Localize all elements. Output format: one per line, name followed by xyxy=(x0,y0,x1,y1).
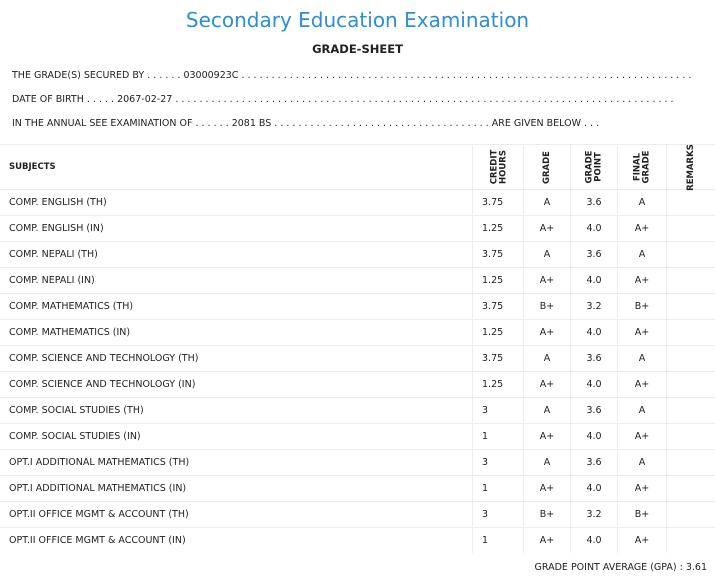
remarks-cell xyxy=(667,294,715,320)
grade-cell: A xyxy=(524,398,571,424)
final-grade-cell: A xyxy=(618,190,667,216)
remarks-cell xyxy=(667,346,715,372)
final-grade-cell: B+ xyxy=(618,294,667,320)
grade-cell: A+ xyxy=(524,476,571,502)
credit-hours-cell: 1.25 xyxy=(473,320,524,346)
header-remarks: REMARKS xyxy=(667,145,715,190)
remarks-cell xyxy=(667,190,715,216)
subject-cell: COMP. NEPALI (IN) xyxy=(0,268,473,294)
grade-cell: A xyxy=(524,242,571,268)
remarks-cell xyxy=(667,268,715,294)
final-grade-cell: A+ xyxy=(618,528,667,554)
final-grade-cell: A xyxy=(618,242,667,268)
remarks-cell xyxy=(667,450,715,476)
grade-point-cell: 3.6 xyxy=(571,398,618,424)
credit-hours-cell: 3 xyxy=(473,450,524,476)
grade-point-cell: 3.2 xyxy=(571,294,618,320)
remarks-cell xyxy=(667,216,715,242)
table-row xyxy=(0,372,715,398)
credit-hours-cell: 3.75 xyxy=(473,190,524,216)
final-grade-cell: A xyxy=(618,346,667,372)
final-grade-cell: A+ xyxy=(618,372,667,398)
grade-point-cell: 4.0 xyxy=(571,216,618,242)
info-secured-by: THE GRADE(S) SECURED BY . . . . . . 03000923C . . . . . . . . . . . . . . . . . . . . . . . . . . . . . . . . . . . . . . . . . . . . . . . . . . . . . . . . . . . . . . . . . . . . . . . . . . . xyxy=(12,70,692,81)
final-grade-cell: A+ xyxy=(618,424,667,450)
remarks-cell xyxy=(667,372,715,398)
grade-point-cell: 4.0 xyxy=(571,424,618,450)
final-grade-cell: A xyxy=(618,398,667,424)
table-row xyxy=(0,320,715,346)
grade-cell: A+ xyxy=(524,528,571,554)
final-grade-cell: A+ xyxy=(618,320,667,346)
page-title: Secondary Education Examination xyxy=(185,8,530,32)
subject-cell: COMP. SOCIAL STUDIES (IN) xyxy=(0,424,473,450)
credit-hours-cell: 1.25 xyxy=(473,216,524,242)
table-row xyxy=(0,294,715,320)
header-subjects: SUBJECTS xyxy=(0,145,473,190)
remarks-cell xyxy=(667,242,715,268)
final-grade-cell: A+ xyxy=(618,216,667,242)
table-row xyxy=(0,450,715,476)
subject-cell: COMP. SCIENCE AND TECHNOLOGY (IN) xyxy=(0,372,473,398)
subject-cell: COMP. ENGLISH (IN) xyxy=(0,216,473,242)
table-row xyxy=(0,528,715,554)
grade-cell: B+ xyxy=(524,294,571,320)
grade-cell: A+ xyxy=(524,424,571,450)
credit-hours-cell: 1 xyxy=(473,424,524,450)
remarks-cell xyxy=(667,476,715,502)
credit-hours-cell: 3.75 xyxy=(473,242,524,268)
grade-cell: A+ xyxy=(524,216,571,242)
grade-point-cell: 4.0 xyxy=(571,268,618,294)
table-header-row xyxy=(0,145,715,190)
subject-cell: OPT.II OFFICE MGMT & ACCOUNT (TH) xyxy=(0,502,473,528)
subject-cell: COMP. ENGLISH (TH) xyxy=(0,190,473,216)
final-grade-cell: B+ xyxy=(618,502,667,528)
header-final-grade: FINAL GRADE xyxy=(618,145,667,190)
remarks-cell xyxy=(667,398,715,424)
grade-cell: A xyxy=(524,190,571,216)
final-grade-cell: A+ xyxy=(618,268,667,294)
grade-point-cell: 3.6 xyxy=(571,450,618,476)
subject-cell: OPT.I ADDITIONAL MATHEMATICS (TH) xyxy=(0,450,473,476)
header-grade-point: GRADE POINT xyxy=(571,145,618,190)
remarks-cell xyxy=(667,320,715,346)
grade-point-cell: 3.6 xyxy=(571,190,618,216)
final-grade-cell: A+ xyxy=(618,476,667,502)
subject-cell: COMP. MATHEMATICS (TH) xyxy=(0,294,473,320)
header-grade: GRADE xyxy=(524,145,571,190)
grade-point-cell: 3.6 xyxy=(571,346,618,372)
page-subtitle: GRADE-SHEET xyxy=(312,42,403,56)
credit-hours-cell: 3 xyxy=(473,502,524,528)
grade-cell: A+ xyxy=(524,372,571,398)
subject-cell: COMP. SOCIAL STUDIES (TH) xyxy=(0,398,473,424)
grades-table xyxy=(0,144,715,553)
info-exam: IN THE ANNUAL SEE EXAMINATION OF . . . . . . 2081 BS . . . . . . . . . . . . . . . . . . . . . . . . . . . . . . . . . . . . ARE GIVEN BELOW . . . xyxy=(12,118,600,129)
grade-point-cell: 4.0 xyxy=(571,372,618,398)
grade-point-cell: 4.0 xyxy=(571,476,618,502)
table-row xyxy=(0,268,715,294)
table-row xyxy=(0,424,715,450)
grade-cell: A xyxy=(524,450,571,476)
subject-cell: COMP. NEPALI (TH) xyxy=(0,242,473,268)
subject-cell: OPT.I ADDITIONAL MATHEMATICS (IN) xyxy=(0,476,473,502)
header-credit-hours: CREDIT HOURS xyxy=(473,145,524,190)
subject-cell: OPT.II OFFICE MGMT & ACCOUNT (IN) xyxy=(0,528,473,554)
final-grade-cell: A xyxy=(618,450,667,476)
remarks-cell xyxy=(667,502,715,528)
remarks-cell xyxy=(667,528,715,554)
credit-hours-cell: 1.25 xyxy=(473,372,524,398)
gpa-summary: GRADE POINT AVERAGE (GPA) : 3.61 xyxy=(534,562,707,573)
credit-hours-cell: 3.75 xyxy=(473,294,524,320)
table-row xyxy=(0,242,715,268)
grade-cell: A+ xyxy=(524,268,571,294)
grade-point-cell: 3.6 xyxy=(571,242,618,268)
grade-point-cell: 4.0 xyxy=(571,320,618,346)
subject-cell: COMP. SCIENCE AND TECHNOLOGY (TH) xyxy=(0,346,473,372)
grade-cell: B+ xyxy=(524,502,571,528)
credit-hours-cell: 1 xyxy=(473,528,524,554)
table-row xyxy=(0,502,715,528)
grade-point-cell: 4.0 xyxy=(571,528,618,554)
grade-cell: A+ xyxy=(524,320,571,346)
remarks-cell xyxy=(667,424,715,450)
table-row xyxy=(0,398,715,424)
table-row xyxy=(0,346,715,372)
table-row xyxy=(0,190,715,216)
table-row xyxy=(0,476,715,502)
credit-hours-cell: 1.25 xyxy=(473,268,524,294)
credit-hours-cell: 1 xyxy=(473,476,524,502)
subject-cell: COMP. MATHEMATICS (IN) xyxy=(0,320,473,346)
credit-hours-cell: 3 xyxy=(473,398,524,424)
table-row xyxy=(0,216,715,242)
grade-point-cell: 3.2 xyxy=(571,502,618,528)
credit-hours-cell: 3.75 xyxy=(473,346,524,372)
info-date-of-birth: DATE OF BIRTH . . . . . 2067-02-27 . . . . . . . . . . . . . . . . . . . . . . . . . . . . . . . . . . . . . . . . . . . . . . . . . . . . . . . . . . . . . . . . . . . . . . . . . . . . . . . . . . . xyxy=(12,94,674,105)
grade-cell: A xyxy=(524,346,571,372)
